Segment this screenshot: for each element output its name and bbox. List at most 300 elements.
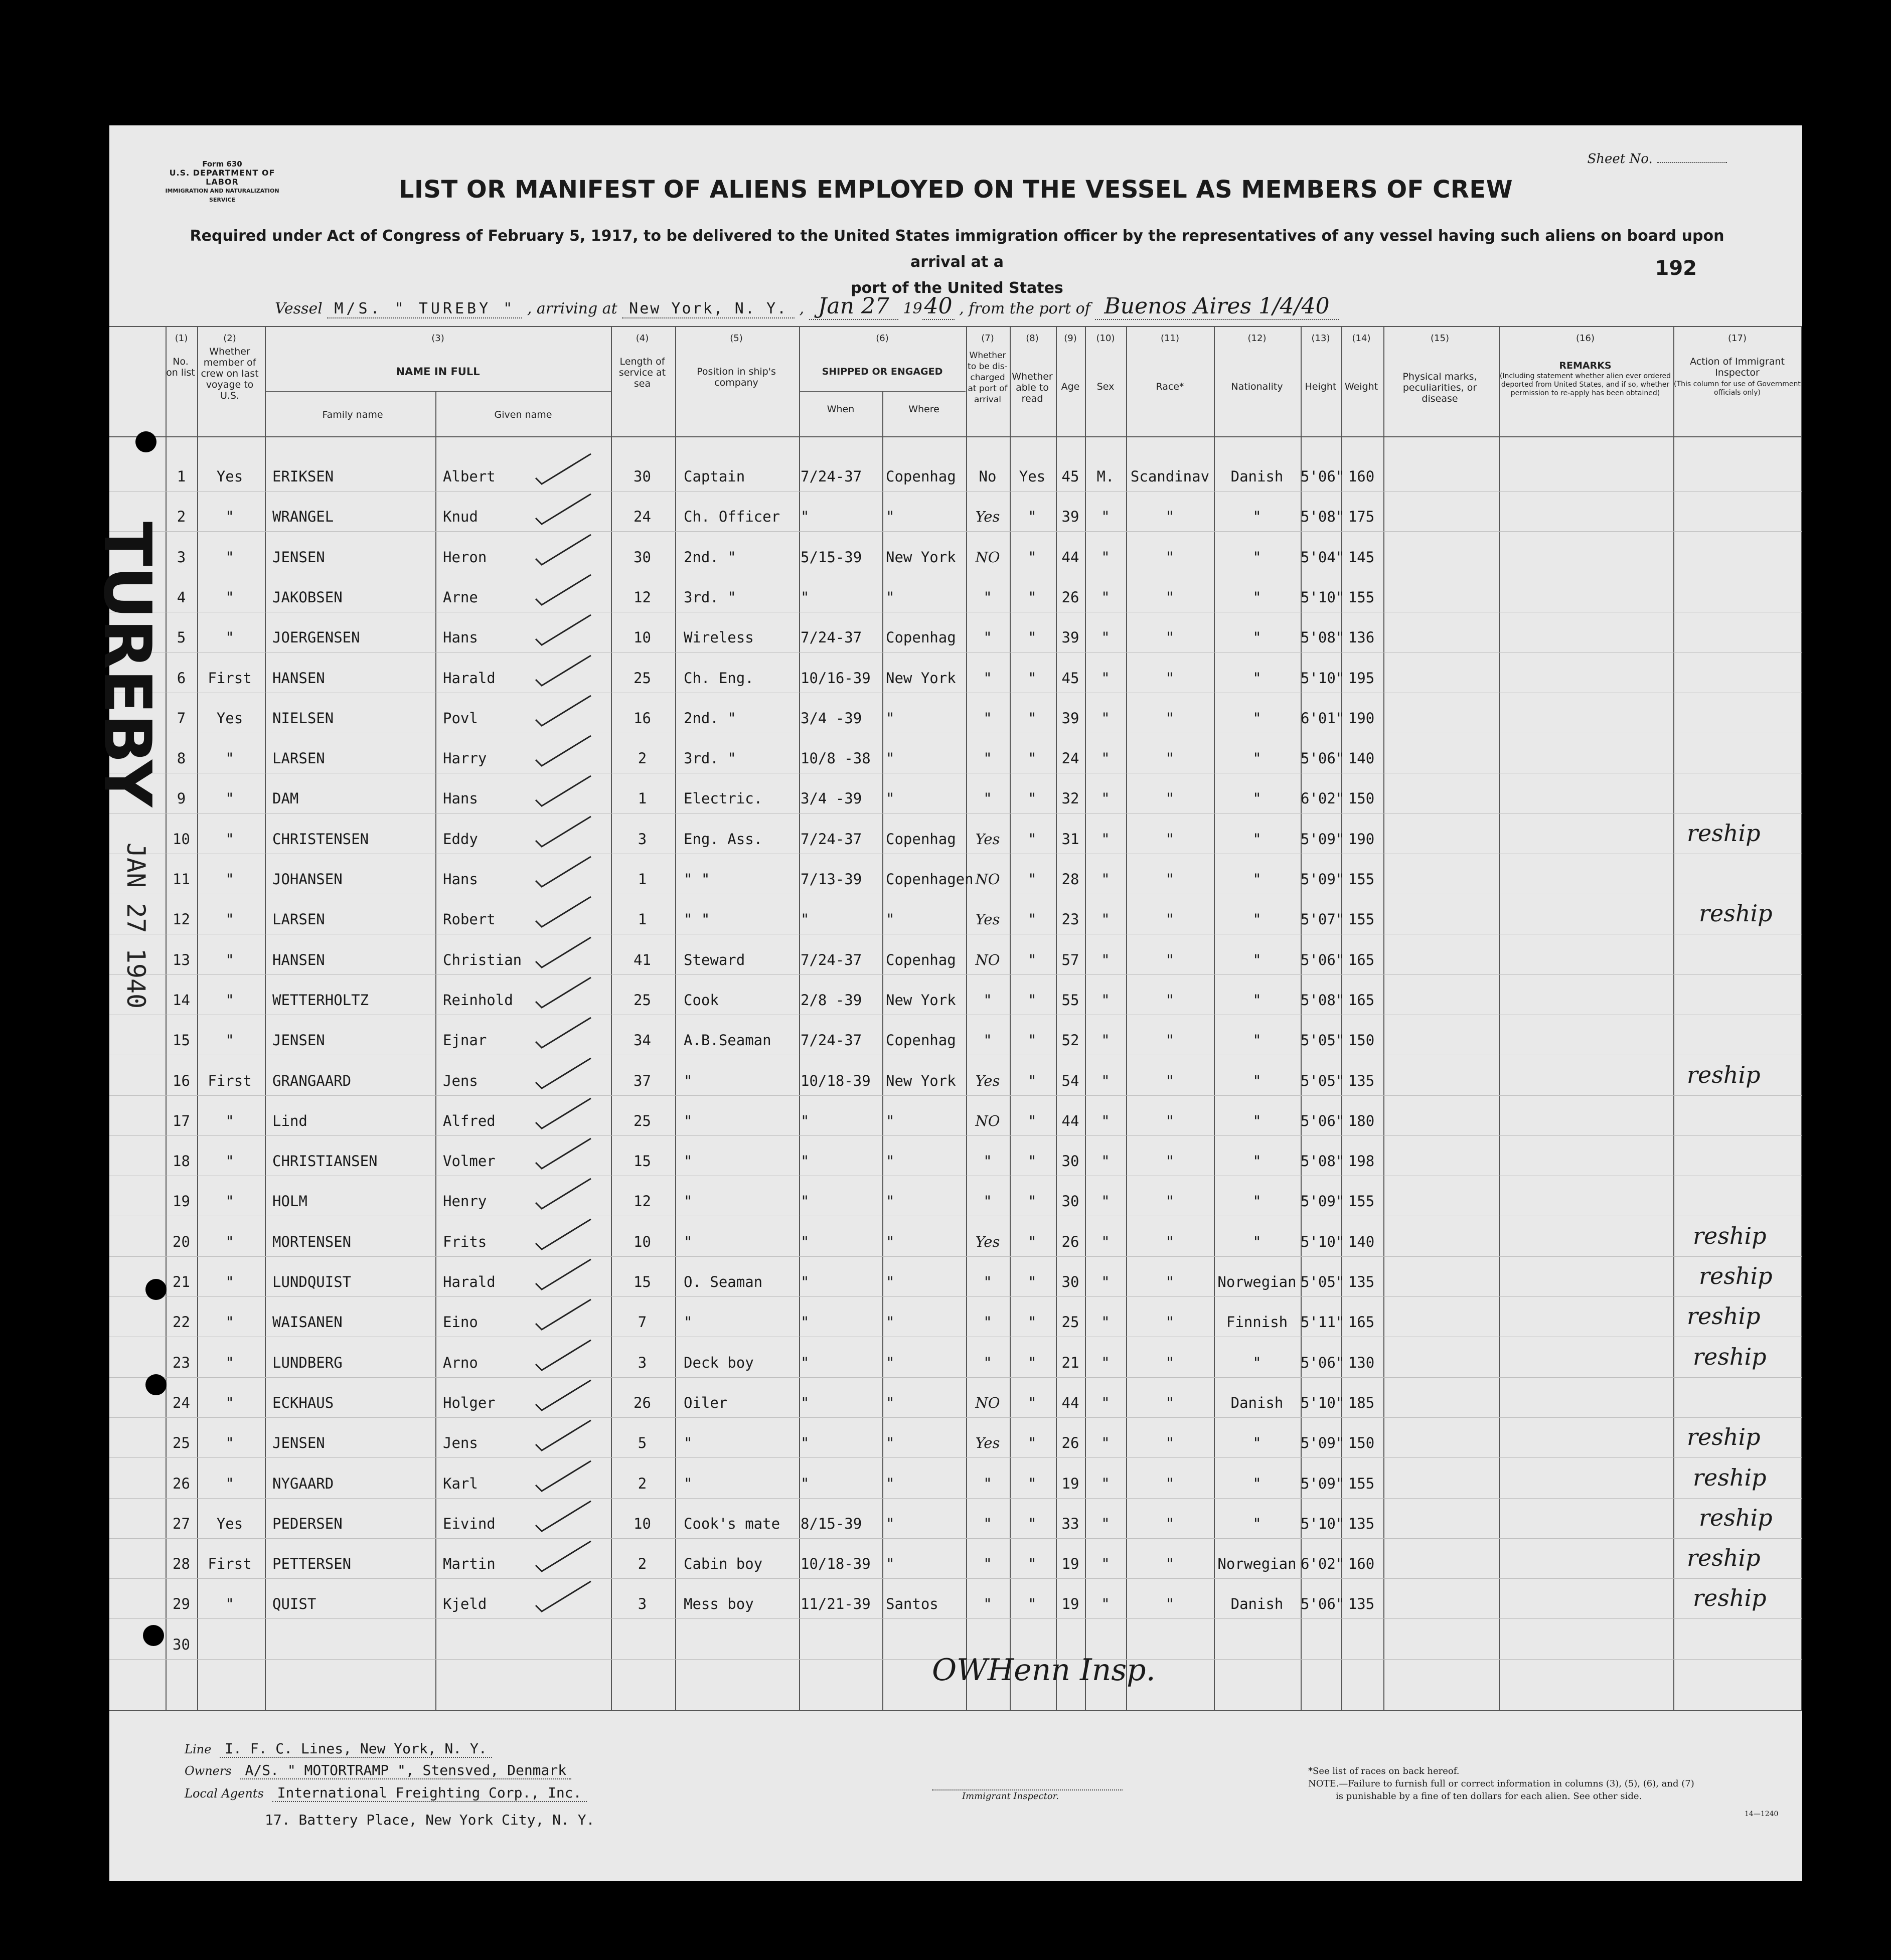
family-name: NYGAARD [272, 1475, 334, 1492]
checkmark-icon [531, 1013, 596, 1053]
sex: " [1101, 750, 1110, 767]
given-name: Heron [443, 548, 487, 566]
header-bottom-rule [109, 436, 1802, 437]
row-number: 22 [173, 1314, 190, 1331]
height: 5'08" [1301, 508, 1345, 526]
remark-reship: reship [1693, 1463, 1767, 1491]
vessel-info-line: Vessel M/S. " TUREBY " , arriving at New York, N. Y. , Jan 27 1940 , from the port of Buenos Aires 1/4/40 [275, 293, 1339, 319]
member-last-voyage: " [225, 790, 234, 807]
page-number: 192 [1655, 257, 1697, 280]
position: Ch. Officer [684, 508, 780, 526]
member-last-voyage: " [225, 1314, 234, 1331]
race: " [1165, 1394, 1175, 1411]
discharged: NO [975, 871, 1000, 888]
nationality: Danish [1230, 1595, 1284, 1613]
able-to-read: " [1028, 1314, 1037, 1331]
discharged: " [983, 709, 992, 727]
race: " [1165, 871, 1175, 888]
checkmark-icon [531, 1456, 596, 1496]
position: Oiler [684, 1394, 728, 1411]
row-number: 1 [177, 468, 186, 485]
row-number: 20 [173, 1233, 190, 1250]
position: " [684, 1112, 693, 1129]
row-number: 2 [177, 508, 186, 526]
shipped-where: Copenhag [886, 830, 956, 848]
height: 5'06" [1301, 951, 1345, 968]
shipped-when: 3/4 -39 [801, 790, 862, 807]
able-to-read: " [1028, 1434, 1037, 1452]
able-to-read: " [1028, 1515, 1037, 1532]
member-last-voyage: " [225, 1595, 234, 1613]
checkmark-icon [531, 1294, 596, 1335]
given-name: Arno [443, 1354, 478, 1371]
able-to-read: " [1028, 1273, 1037, 1290]
nationality: " [1252, 790, 1262, 807]
position: 3rd. " [684, 750, 736, 767]
able-to-read: " [1028, 1595, 1037, 1613]
shipped-when: " [801, 1233, 810, 1250]
able-to-read: " [1028, 871, 1037, 888]
age: 54 [1061, 1072, 1079, 1089]
shipped-where: Copenhag [886, 1032, 956, 1049]
crew-table [109, 326, 1802, 1710]
row-number: 3 [177, 548, 186, 566]
row-rule [109, 1256, 1802, 1257]
nationality: " [1252, 709, 1262, 727]
given-name: Harald [443, 1273, 496, 1290]
row-number: 6 [177, 669, 186, 687]
race: " [1165, 991, 1175, 1009]
able-to-read: " [1028, 629, 1037, 646]
header-discharged: Whether to be dis-charged at port of arrival [968, 351, 1008, 405]
crew-row [109, 575, 1802, 615]
race: " [1165, 951, 1175, 968]
header-no-on-list: No. on list [166, 356, 195, 378]
header-family-name: Family name [322, 409, 383, 420]
given-name: Ejnar [443, 1032, 487, 1049]
discharged: " [983, 1314, 992, 1331]
header-race: Race* [1156, 381, 1184, 392]
shipped-when: " [801, 1475, 810, 1492]
race: " [1165, 790, 1175, 807]
header-physical-marks: Physical marks, peculiarities, or disease [1402, 371, 1477, 404]
sex: " [1101, 1475, 1110, 1492]
nationality: " [1252, 1153, 1262, 1170]
remark-reship: reship [1699, 1262, 1773, 1289]
member-last-voyage: " [225, 1434, 234, 1452]
weight: 140 [1348, 1233, 1375, 1250]
vessel-name: M/S. " TUREBY " [327, 300, 522, 318]
position: " [684, 1193, 693, 1210]
height: 5'08" [1301, 629, 1345, 646]
header-when: When [827, 404, 855, 415]
sheet-number-field [1587, 151, 1727, 167]
crew-row [109, 1380, 1802, 1420]
shipped-where: " [886, 1193, 895, 1210]
age: 25 [1061, 1314, 1079, 1331]
race: " [1165, 1434, 1175, 1452]
member-last-voyage: " [225, 1112, 234, 1129]
crew-row [109, 1179, 1802, 1219]
sex: " [1101, 1314, 1110, 1331]
weight: 135 [1348, 1072, 1375, 1089]
shipped-when: " [801, 588, 810, 606]
discharged: Yes [975, 911, 1000, 928]
height: 5'09" [1301, 1475, 1345, 1492]
family-name: PETTERSEN [272, 1555, 352, 1573]
row-rule [109, 1377, 1802, 1378]
length-of-service: 26 [634, 1394, 651, 1411]
weight: 165 [1348, 991, 1375, 1009]
header-given-name: Given name [494, 409, 552, 420]
owners-value: A/S. " MOTORTRAMP ", Stensved, Denmark [240, 1762, 572, 1779]
nationality: " [1252, 1072, 1262, 1089]
family-name: JOERGENSEN [272, 629, 360, 646]
row-rule [109, 1417, 1802, 1418]
length-of-service: 3 [638, 1354, 647, 1371]
family-name: CHRISTIANSEN [272, 1153, 378, 1170]
race: " [1165, 1354, 1175, 1371]
able-to-read: " [1028, 911, 1037, 928]
position: " [684, 1153, 693, 1170]
shipped-when: 7/24-37 [801, 951, 862, 968]
family-name: JENSEN [272, 1434, 325, 1452]
member-last-voyage: " [225, 911, 234, 928]
race: " [1165, 1314, 1175, 1331]
vessel-label: Vessel [275, 300, 323, 317]
remark-reship: reship [1693, 1584, 1767, 1612]
sheet-number-label: Sheet No. [1587, 151, 1653, 167]
crew-row [109, 615, 1802, 655]
remark-reship: reship [1699, 900, 1773, 927]
shipped-when: 7/13-39 [801, 871, 862, 888]
weight: 160 [1348, 468, 1375, 485]
row-number: 16 [173, 1072, 190, 1089]
weight: 155 [1348, 911, 1375, 928]
arriving-port: New York, N. Y. [622, 300, 795, 318]
nationality: " [1252, 951, 1262, 968]
age: 28 [1061, 871, 1079, 888]
weight: 136 [1348, 629, 1375, 646]
age: 39 [1061, 709, 1079, 727]
member-last-voyage: " [225, 1273, 234, 1290]
binder-hole [145, 1279, 167, 1300]
row-number: 24 [173, 1394, 190, 1411]
checkmark-icon [531, 852, 596, 892]
row-rule [109, 1538, 1802, 1539]
member-last-voyage: " [225, 1153, 234, 1170]
family-name: PEDERSEN [272, 1515, 343, 1532]
row-number: 5 [177, 629, 186, 646]
race: " [1165, 1555, 1175, 1573]
member-last-voyage: " [225, 991, 234, 1009]
shipped-where: " [886, 911, 895, 928]
header-remarks-note: (Including statement whether alien ever ordered deported from United States, and if so, whether permission to re-apply has been obtained) [1499, 372, 1671, 397]
given-name: Arne [443, 588, 478, 606]
shipped-where: " [886, 1314, 895, 1331]
age: 45 [1061, 669, 1079, 687]
checkmark-icon [531, 691, 596, 731]
race: " [1165, 1273, 1175, 1290]
able-to-read: " [1028, 830, 1037, 848]
race: " [1165, 750, 1175, 767]
checkmark-icon [531, 489, 596, 529]
able-to-read: " [1028, 1475, 1037, 1492]
agents-label: Local Agents [185, 1786, 264, 1801]
line-field [185, 1740, 492, 1757]
crew-row [109, 1259, 1802, 1299]
given-name: Volmer [443, 1153, 496, 1170]
height: 5'08" [1301, 991, 1345, 1009]
position: Mess boy [684, 1595, 754, 1613]
fine-note-1: NOTE.—Failure to furnish full or correct information in columns (3), (5), (6), and (7) [1308, 1778, 1694, 1789]
able-to-read: " [1028, 1153, 1037, 1170]
able-to-read: " [1028, 951, 1037, 968]
able-to-read: " [1028, 548, 1037, 566]
row-rule [109, 1457, 1802, 1458]
given-name: Karl [443, 1475, 478, 1492]
given-name: Eddy [443, 830, 478, 848]
subtitle-line-1: Required under Act of Congress of February 5, 1917, to be delivered to the United States immigration officer by the representatives of any vessel having such aliens on board upon arrival at a [190, 227, 1724, 271]
department-name: U.S. DEPARTMENT OF LABOR [169, 168, 275, 187]
checkmark-icon [531, 1576, 596, 1616]
inspector-label: Immigrant Inspector. [962, 1791, 1059, 1802]
shipped-where: New York [886, 548, 956, 566]
binder-hole [135, 431, 156, 452]
shipped-where: Copenhagen [886, 871, 974, 888]
crew-row [109, 1299, 1802, 1340]
line-label: Line [185, 1742, 212, 1756]
row-number: 8 [177, 750, 186, 767]
given-name: Albert [443, 468, 496, 485]
shipped-when: 10/8 -38 [801, 750, 871, 767]
row-number: 23 [173, 1354, 190, 1371]
discharged: Yes [975, 1434, 1000, 1452]
height: 6'02" [1301, 1555, 1345, 1573]
nationality: Danish [1230, 468, 1284, 485]
row-rule [109, 491, 1802, 492]
family-name: JENSEN [272, 548, 325, 566]
weight: 130 [1348, 1354, 1375, 1371]
length-of-service: 12 [634, 1193, 651, 1210]
length-of-service: 2 [638, 1475, 647, 1492]
given-name: Povl [443, 709, 478, 727]
member-last-voyage: " [225, 1354, 234, 1371]
sex: " [1101, 991, 1110, 1009]
discharged: " [983, 1354, 992, 1371]
given-name: Alfred [443, 1112, 496, 1129]
nationality: " [1252, 1193, 1262, 1210]
family-name: WRANGEL [272, 508, 334, 526]
age: 52 [1061, 1032, 1079, 1049]
member-last-voyage: " [225, 1032, 234, 1049]
race: " [1165, 1193, 1175, 1210]
weight: 135 [1348, 1595, 1375, 1613]
row-number: 26 [173, 1475, 190, 1492]
remark-reship: reship [1687, 819, 1761, 847]
family-name: HANSEN [272, 669, 325, 687]
race: " [1165, 508, 1175, 526]
remark-reship: reship [1693, 1343, 1767, 1370]
age: 19 [1061, 1475, 1079, 1492]
weight: 180 [1348, 1112, 1375, 1129]
sex: " [1101, 1555, 1110, 1573]
able-to-read: " [1028, 1354, 1037, 1371]
shipped-where: " [886, 1515, 895, 1532]
discharged: " [983, 1273, 992, 1290]
nationality: Danish [1230, 1394, 1284, 1411]
age: 30 [1061, 1153, 1079, 1170]
checkmark-icon [531, 972, 596, 1013]
weight: 135 [1348, 1273, 1375, 1290]
age: 31 [1061, 830, 1079, 848]
position: Cook [684, 991, 719, 1009]
shipped-when: 10/18-39 [801, 1072, 871, 1089]
shipped-when: 10/16-39 [801, 669, 871, 687]
crew-row [109, 1461, 1802, 1501]
row-number: 4 [177, 588, 186, 606]
age: 39 [1061, 629, 1079, 646]
header-nationality: Nationality [1231, 381, 1283, 392]
height: 5'06" [1301, 750, 1345, 767]
given-name: Kjeld [443, 1595, 487, 1613]
age: 21 [1061, 1354, 1079, 1371]
age: 26 [1061, 1434, 1079, 1452]
length-of-service: 12 [634, 588, 651, 606]
given-name: Hans [443, 790, 478, 807]
family-name: Lind [272, 1112, 307, 1129]
length-of-service: 2 [638, 750, 647, 767]
remark-reship: reship [1699, 1504, 1773, 1531]
shipped-where: " [886, 508, 895, 526]
header-action: Action of Immigrant Inspector [1690, 356, 1785, 378]
position: " [684, 1072, 693, 1089]
shipped-when: 11/21-39 [801, 1595, 871, 1613]
nationality: Norwegian [1217, 1273, 1297, 1290]
length-of-service: 30 [634, 468, 651, 485]
discharged: " [983, 669, 992, 687]
row-number: 7 [177, 709, 186, 727]
length-of-service: 15 [634, 1153, 651, 1170]
family-name: ERIKSEN [272, 468, 334, 485]
row-number: 25 [173, 1434, 190, 1452]
position: " " [684, 871, 710, 888]
length-of-service: 37 [634, 1072, 651, 1089]
position: Cook's mate [684, 1515, 780, 1532]
position: Steward [684, 951, 745, 968]
agents-value: International Freighting Corp., Inc. [272, 1784, 587, 1802]
age: 33 [1061, 1515, 1079, 1532]
arrival-stamp [0, 451, 166, 1103]
family-name: LUNDQUIST [272, 1273, 352, 1290]
age: 26 [1061, 588, 1079, 606]
discharged: " [983, 1475, 992, 1492]
able-to-read: " [1028, 991, 1037, 1009]
shipped-where: " [886, 1394, 895, 1411]
from-port-label: , from the port of [959, 300, 1090, 317]
given-name: Martin [443, 1555, 496, 1573]
row-number: 30 [173, 1636, 190, 1653]
height: 5'09" [1301, 830, 1345, 848]
checkmark-icon [531, 771, 596, 811]
nationality: " [1252, 669, 1262, 687]
position: 2nd. " [684, 709, 736, 727]
age: 24 [1061, 750, 1079, 767]
discharged: NO [975, 1394, 1000, 1411]
header-position: Position in ship's company [697, 366, 776, 388]
given-name: Hans [443, 871, 478, 888]
sex: " [1101, 1032, 1110, 1049]
row-rule [109, 1618, 1802, 1619]
checkmark-icon [531, 1415, 596, 1455]
shipped-when: 8/15-39 [801, 1515, 862, 1532]
age: 19 [1061, 1555, 1079, 1573]
family-name: LARSEN [272, 750, 325, 767]
age: 23 [1061, 911, 1079, 928]
crew-row [109, 816, 1802, 857]
shipped-where: " [886, 1273, 895, 1290]
row-rule [109, 974, 1802, 975]
shipped-when: " [801, 1193, 810, 1210]
position: Eng. Ass. [684, 830, 763, 848]
member-last-voyage: " [225, 871, 234, 888]
header-shipped-engaged: SHIPPED OR ENGAGED [822, 366, 943, 377]
remark-reship: reship [1687, 1423, 1761, 1451]
crew-row [109, 1581, 1802, 1621]
age: 44 [1061, 1394, 1079, 1411]
discharged: " [983, 790, 992, 807]
row-rule [109, 531, 1802, 532]
height: 5'04" [1301, 548, 1345, 566]
checkmark-icon [531, 1335, 596, 1375]
race: " [1165, 1595, 1175, 1613]
line-value: I. F. C. Lines, New York, N. Y. [220, 1740, 492, 1758]
height: 5'06" [1301, 468, 1345, 485]
column-number: (8) [1026, 333, 1039, 344]
header-action-note: (This column for use of Government officials only) [1674, 380, 1801, 397]
shipped-when: 3/4 -39 [801, 709, 862, 727]
shipped-where: " [886, 1475, 895, 1492]
discharged: NO [975, 1112, 1000, 1129]
discharged: " [983, 1515, 992, 1532]
fine-note-2: is punishable by a fine of ten dollars for each alien. See other side. [1336, 1791, 1642, 1802]
nationality: " [1252, 1233, 1262, 1250]
family-name: NIELSEN [272, 709, 334, 727]
race: " [1165, 1475, 1175, 1492]
discharged: NO [975, 548, 1000, 566]
family-name: JOHANSEN [272, 871, 343, 888]
remark-reship: reship [1687, 1302, 1761, 1330]
column-number: (14) [1352, 333, 1371, 344]
age: 45 [1061, 468, 1079, 485]
weight: 150 [1348, 1032, 1375, 1049]
position: Electric. [684, 790, 763, 807]
header-able-to-read: Whether able to read [1012, 371, 1053, 404]
shipped-where: " [886, 1233, 895, 1250]
shipped-when: " [801, 1273, 810, 1290]
position: Deck boy [684, 1354, 754, 1371]
crew-row [109, 494, 1802, 534]
able-to-read: " [1028, 1032, 1037, 1049]
sex: " [1101, 548, 1110, 566]
column-number: (9) [1064, 333, 1077, 344]
row-number: 19 [173, 1193, 190, 1210]
nationality: " [1252, 830, 1262, 848]
nationality: Norwegian [1217, 1555, 1297, 1573]
nationality: " [1252, 1032, 1262, 1049]
shipped-where: " [886, 1153, 895, 1170]
table-top-rule [109, 326, 1802, 327]
